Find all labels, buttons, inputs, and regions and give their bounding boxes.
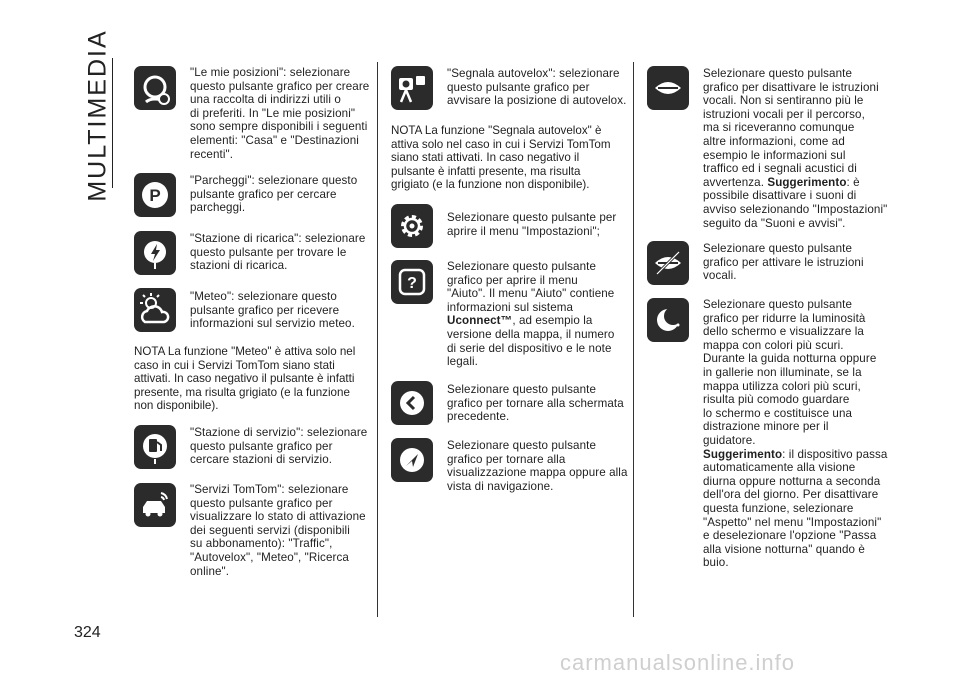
my-places-text: "Le mie posizioni": selezionare questo pulsante grafico per creare una raccolta di indirizzi utili o di preferiti. In "Le mie posizioni" sono sempre disponibili i seguenti elementi: "Casa" e "Destinazioni recenti". [190,66,370,161]
column-divider-1 [377,62,378,617]
tomtom-services-icon [134,483,176,527]
settings-icon [391,204,433,248]
night-mode-icon [647,298,689,342]
speed-camera-report-icon [391,66,433,110]
voice-on-icon [647,241,689,285]
weather-text: "Meteo": selezionare questo pulsante grafico per ricevere informazioni sul servizio meteo. [190,290,355,331]
watermark: carmanualsonline.info [560,650,796,675]
section-title: MULTIMEDIA [83,28,112,202]
svg-text:?: ? [407,275,417,292]
column-divider-2 [633,62,634,617]
my-places-icon [134,66,176,110]
mute-voice-text: Selezionare questo pulsante grafico per disattivare le istruzioni vocali. Non si sentiranno più le istruzioni vocali per il percorso, ma si riceveranno comunque altre informazioni, come ad esempio le informazioni sul traffico ed i segnali acustici di avvertenza. Suggerimento: è possibile disattivare i suoni di avviso selezionando "Impostazioni" seguito da "Suoni e avvisi". [703,67,888,230]
help-icon [391,260,433,304]
page-number: 324 [74,624,101,641]
settings-text: Selezionare questo pulsante per aprire il menu "Impostazioni"; [447,211,617,238]
night-mode-text: Selezionare questo pulsante grafico per ridurre la luminosità dello schermo e visualizzare la mappa con colori più scuri. Durante la guida notturna oppure in gallerie non illuminate, se la mappa utilizza colori più scuri, risulta più comodo guardare lo schermo e costituisce una distrazione minore per il guidatore. Suggerimento: il dispositivo passa automaticamente alla visione diurna oppure notturna a seconda dell'ora del giorno. Per disattivare questa funzione, selezionare "Aspetto" nel menu "Impostazioni" e deselezionare l'opzione "Passa alla visione notturna" quando è buio. [703,298,888,570]
weather-note: NOTA La funzione "Meteo" è attiva solo nel caso in cui i Servizi TomTom siano stati attivati. In caso negativo il pulsante è infatti presente, ma risulta grigiato (e la funzione non disponibile). [134,345,356,413]
parking-text: "Parcheggi": selezionare questo pulsante grafico per cercare parcheggi. [190,174,358,215]
title-divider [112,58,113,188]
back-icon [391,381,433,425]
parking-icon [134,173,176,217]
weather-icon [134,288,176,332]
mute-voice-icon [647,66,689,110]
map-view-text: Selezionare questo pulsante grafico per tornare alla visualizzazione mappa oppure alla vista di navigazione. [447,439,628,493]
gas-station-icon [134,425,176,469]
speed-camera-note: NOTA La funzione "Segnala autovelox" è attiva solo nel caso in cui i Servizi TomTom siano stati attivati. In caso negativo il pulsante è infatti presente, ma risulta grigiato (e la funzione non disponibile). [391,124,611,192]
speed-camera-report-text: "Segnala autovelox": selezionare questo pulsante grafico per avvisare la posizione di autovelox. [447,67,627,108]
gas-station-text: "Stazione di servizio": selezionare questo pulsante grafico per cercare stazioni di servizio. [190,426,368,467]
voice-on-text: Selezionare questo pulsante grafico per attivare le istruzioni vocali. [703,242,864,283]
charging-station-text: "Stazione di ricarica": selezionare questo pulsante per trovare le stazioni di ricarica. [190,232,366,273]
help-text: Selezionare questo pulsante grafico per aprire il menu "Aiuto". Il menu "Aiuto" contiene informazioni sul sistema Uconnect™, ad esempio la versione della mappa, il numero di serie del dispositivo e le note legali. [447,260,615,369]
back-text: Selezionare questo pulsante grafico per tornare alla schermata precedente. [447,383,624,424]
map-view-icon [391,438,433,482]
svg-text:P: P [149,186,161,205]
tomtom-services-text: "Servizi TomTom": selezionare questo pulsante grafico per visualizzare lo stato di attivazione dei seguenti servizi (disponibili su abbonamento): "Traffic", "Autovelox", "Meteo", "Ricerca online". [190,483,366,578]
charging-station-icon [134,231,176,275]
